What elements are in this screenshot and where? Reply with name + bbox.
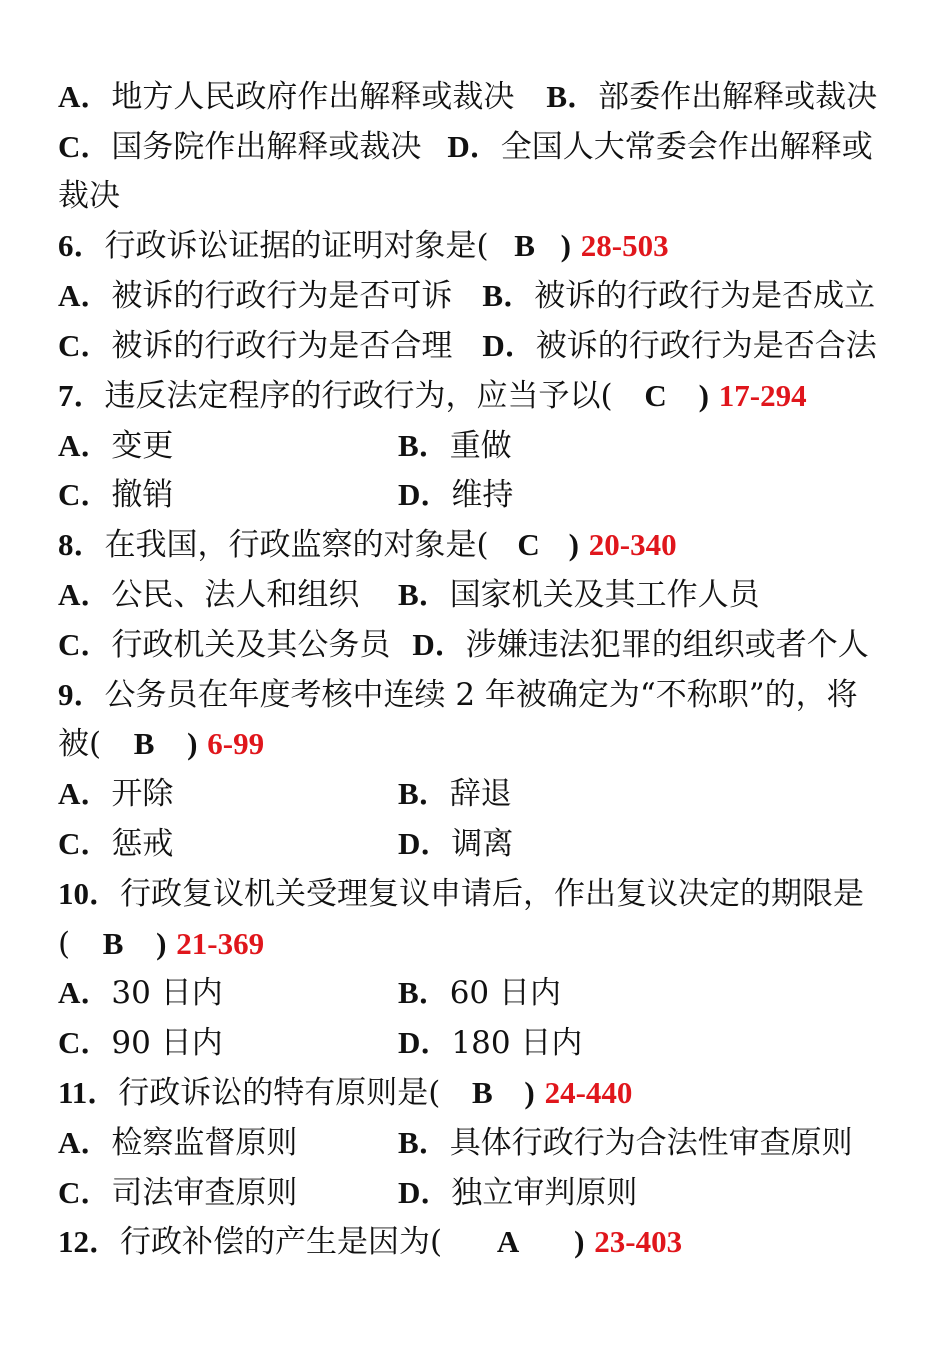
close-paren: ) — [187, 726, 198, 762]
question-stem: 行政复议机关受理复议申请后，作出复议决定的期限是 — [120, 875, 864, 912]
question-dot: ． — [73, 228, 105, 264]
q5-option-d-cont: 裁决 — [58, 177, 120, 214]
question-10-cont — [58, 919, 898, 969]
question-number: 9 — [58, 676, 74, 712]
close-paren: ) — [574, 1224, 585, 1260]
question-12 — [58, 1217, 898, 1267]
option-label-c: C． — [58, 1025, 112, 1061]
option-a: 检察监督原则 — [111, 1124, 298, 1161]
question-9-cont — [58, 719, 898, 769]
option-b: 辞退 — [449, 776, 512, 813]
question-dot: ． — [89, 875, 120, 911]
answer: B — [102, 925, 124, 961]
question-9-options-row-2 — [58, 819, 898, 869]
question-11 — [58, 1068, 898, 1118]
option-label-a: A． — [58, 1124, 112, 1160]
question-stem: 在我国，行政监察的对象是( — [104, 527, 489, 564]
option-a: 变更 — [111, 427, 174, 464]
option-c: 惩戒 — [111, 825, 174, 862]
option-d: 180 日内 — [451, 1025, 583, 1062]
option-b: 重做 — [449, 427, 512, 464]
option-label-c: C． — [58, 1174, 112, 1210]
reference: 24-440 — [544, 1074, 633, 1110]
question-number: 11 — [58, 1074, 88, 1110]
question-11-options-row-2 — [58, 1168, 898, 1218]
option-label-d: D． — [398, 477, 452, 513]
question-6-options-row-2 — [58, 321, 898, 371]
option-label-c: C． — [58, 477, 112, 513]
answer: B — [514, 228, 535, 264]
q5-options-row-2 — [58, 122, 898, 172]
question-stem-cont: 被( — [58, 726, 102, 763]
question-number: 8 — [58, 527, 74, 563]
option-label-a: A． — [58, 278, 112, 314]
question-8-options-row-2 — [58, 620, 898, 670]
q5-options-row-1 — [58, 72, 898, 122]
option-d: 维持 — [451, 477, 514, 514]
close-paren: ) — [698, 377, 709, 413]
question-7-options-row-2 — [58, 470, 898, 520]
question-number: 7 — [58, 377, 74, 413]
q5-option-c: 国务院作出解释或裁决 — [111, 128, 422, 165]
option-label-a: A． — [58, 776, 112, 812]
question-stem: 公务员在年度考核中连续 2 年被确定为“不称职”的，将 — [104, 676, 858, 713]
q5-option-d: 全国人大常委会作出解释或 — [500, 128, 873, 165]
option-label-c: C． — [58, 626, 112, 662]
question-dot: ． — [87, 1074, 119, 1110]
question-number: 6 — [58, 228, 74, 264]
option-label-c: C． — [58, 327, 112, 363]
option-label-d: D． — [398, 825, 452, 861]
answer: A — [496, 1224, 520, 1260]
option-label-c: C． — [58, 825, 112, 861]
question-8 — [58, 520, 898, 570]
question-9 — [58, 670, 898, 720]
question-10-options-row-1 — [58, 968, 898, 1018]
question-9-options-row-1 — [58, 769, 898, 819]
question-7 — [58, 371, 898, 421]
option-label-b: B． — [398, 776, 450, 812]
reference: 21-369 — [176, 925, 265, 961]
q5-option-a: 地方人民政府作出解释或裁决 — [111, 79, 515, 115]
answer: C — [644, 377, 667, 413]
option-label-a: A． — [58, 576, 112, 612]
option-c: 被诉的行政行为是否合理 — [111, 327, 453, 364]
option-c: 撤销 — [111, 477, 174, 514]
close-paren: ) — [156, 925, 167, 961]
option-b: 国家机关及其工作人员 — [449, 576, 760, 613]
option-label-a: A． — [58, 427, 112, 463]
question-10 — [58, 869, 898, 919]
answer: B — [133, 726, 155, 762]
option-d: 独立审判原则 — [451, 1174, 638, 1211]
question-6 — [58, 221, 898, 271]
question-6-options-row-1 — [58, 271, 898, 321]
option-b: 具体行政行为合法性审查原则 — [449, 1124, 853, 1161]
option-label-b: B． — [398, 576, 450, 612]
close-paren: ) — [560, 228, 571, 264]
question-dot: ． — [73, 527, 105, 563]
option-label-b: B． — [546, 79, 599, 114]
option-a: 开除 — [111, 776, 174, 813]
answer: B — [472, 1074, 493, 1110]
question-8-options-row-1 — [58, 570, 898, 620]
reference: 23-403 — [594, 1224, 683, 1260]
reference: 20-340 — [588, 527, 677, 563]
reference: 28-503 — [580, 228, 669, 264]
option-b: 被诉的行政行为是否成立 — [534, 278, 876, 315]
question-stem: 行政诉讼的特有原则是( — [118, 1074, 441, 1111]
option-label-a: A． — [58, 79, 112, 114]
option-d: 涉嫌违法犯罪的组织或者个人 — [465, 626, 869, 663]
option-a: 30 日内 — [111, 975, 223, 1012]
option-b: 60 日内 — [449, 975, 561, 1012]
question-stem-cont: ( — [58, 925, 71, 962]
question-dot: ． — [73, 676, 105, 712]
q5-options-row-3 — [58, 172, 898, 222]
option-c: 90 日内 — [111, 1025, 223, 1062]
option-label-b: B． — [398, 427, 450, 463]
question-dot: ． — [73, 377, 105, 413]
question-11-options-row-1 — [58, 1118, 898, 1168]
document-page — [58, 72, 898, 1267]
option-c: 司法审查原则 — [111, 1174, 298, 1211]
option-label-a: A． — [58, 975, 112, 1011]
question-stem: 行政诉讼证据的证明对象是( — [104, 228, 489, 265]
option-label-b: B． — [482, 278, 535, 314]
option-label-d: D． — [398, 1174, 452, 1210]
option-label-b: B． — [398, 1124, 450, 1160]
option-d: 被诉的行政行为是否合法 — [535, 327, 877, 364]
option-d: 调离 — [451, 825, 514, 862]
option-a: 公民、法人和组织 — [111, 576, 360, 613]
reference: 6-99 — [207, 726, 265, 762]
q5-option-b: 部委作出解释或裁决 — [598, 79, 878, 115]
close-paren: ) — [524, 1074, 535, 1110]
option-label-d: D． — [412, 626, 466, 662]
reference: 17-294 — [718, 377, 807, 413]
answer: C — [517, 527, 540, 563]
question-7-options-row-1 — [58, 421, 898, 471]
option-label-d: D． — [482, 327, 536, 363]
question-number: 10 — [58, 875, 89, 911]
option-label-d: D． — [398, 1025, 452, 1061]
option-a: 被诉的行政行为是否可诉 — [111, 278, 453, 315]
option-c: 行政机关及其公务员 — [111, 626, 391, 663]
option-label-b: B． — [398, 975, 450, 1011]
question-10-options-row-2 — [58, 1018, 898, 1068]
question-stem: 行政补偿的产生是因为( — [120, 1224, 443, 1261]
close-paren: ) — [568, 527, 579, 563]
option-label-c: C． — [58, 128, 112, 164]
question-number: 12 — [58, 1224, 89, 1260]
question-stem: 违反法定程序的行政行为，应当予以( — [104, 377, 613, 414]
question-dot: ． — [89, 1224, 120, 1260]
option-label-d: D． — [447, 128, 501, 164]
